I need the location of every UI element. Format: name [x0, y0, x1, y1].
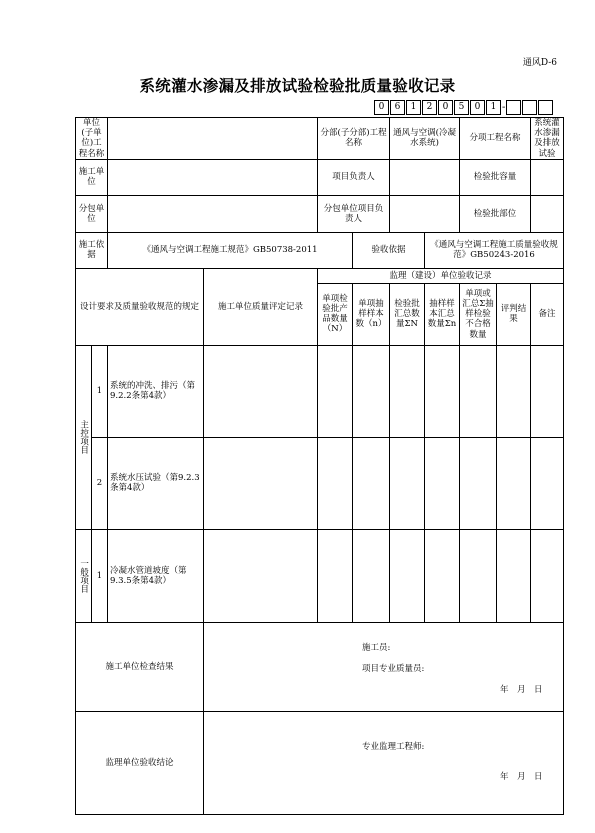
subcontractor-label: 分包单位	[76, 195, 108, 232]
sub-pm-label: 分包单位项目负责人	[318, 195, 390, 232]
data-cell[interactable]	[318, 437, 353, 529]
form-code: 通风D-6	[522, 58, 557, 68]
pm-value[interactable]	[390, 159, 460, 195]
code-dash: -	[502, 101, 506, 113]
location-label: 检验批部位	[460, 195, 531, 232]
item-no: 1	[92, 345, 108, 437]
general-items-label: 一般项目	[76, 529, 92, 622]
contractor-value[interactable]	[108, 159, 318, 195]
division-value[interactable]: 通风与空调(冷凝水系统)	[390, 118, 460, 160]
table-row	[76, 529, 564, 622]
division-label: 分部(子分部)工程名称	[318, 118, 390, 160]
data-cell[interactable]	[353, 437, 390, 529]
data-cell[interactable]	[390, 529, 425, 622]
code-digit[interactable]: 1	[486, 100, 501, 115]
acceptance-label: 验收依据	[353, 232, 425, 268]
col-remarks: 备注	[531, 283, 564, 345]
data-cell[interactable]	[531, 345, 564, 437]
data-cell[interactable]	[425, 529, 460, 622]
col-batch-total: 检验批汇总数量ΣN	[390, 283, 425, 345]
basis-label: 施工依据	[76, 232, 108, 268]
data-cell[interactable]	[353, 529, 390, 622]
col-unqualified: 单项或汇总Σ抽样检验不合格数量	[460, 283, 497, 345]
self-check-cell[interactable]	[204, 345, 318, 437]
code-serial-box[interactable]	[538, 100, 553, 115]
subitem-value[interactable]: 系统灌水渗漏及排放试验	[531, 118, 564, 160]
code-digit[interactable]: 0	[438, 100, 453, 115]
record-table	[75, 117, 564, 815]
unit-label: 单位(子单位)工程名称	[76, 118, 108, 160]
basis-value[interactable]: 《通风与空调工程施工规范》GB50738-2011	[108, 232, 353, 268]
subitem-label: 分项工程名称	[460, 118, 531, 160]
acceptance-value[interactable]: 《通风与空调工程施工质量验收规范》GB50243-2016	[425, 232, 564, 268]
code-serial-box[interactable]	[506, 100, 521, 115]
data-cell[interactable]	[497, 529, 531, 622]
table-row	[76, 437, 564, 529]
code-digit[interactable]: 0	[470, 100, 485, 115]
unit-value[interactable]	[108, 118, 318, 160]
worker-sign: 施工员:	[362, 642, 391, 653]
code-digit[interactable]: 2	[422, 100, 437, 115]
col-design-req: 设计要求及质量验收规范的规定	[76, 268, 204, 345]
code-serial-box[interactable]	[522, 100, 537, 115]
data-cell[interactable]	[318, 529, 353, 622]
contractor-result-area[interactable]	[204, 622, 564, 711]
data-cell[interactable]	[531, 529, 564, 622]
code-digit[interactable]: 1	[406, 100, 421, 115]
supervisor-result-label: 监理单位验收结论	[76, 711, 204, 814]
col-self-check: 施工单位质量评定记录	[204, 268, 318, 345]
contractor-result-label: 施工单位检查结果	[76, 622, 204, 711]
col-supervision: 监理（建设）单位验收记录	[318, 268, 564, 283]
item-text: 系统水压试验（第9.2.3条第4款）	[108, 437, 204, 529]
col-sample-qty: 单项抽样样本数（n）	[353, 283, 390, 345]
page-title: 系统灌水渗漏及排放试验检验批质量验收记录	[139, 77, 456, 95]
data-cell[interactable]	[460, 529, 497, 622]
data-cell[interactable]	[497, 437, 531, 529]
contractor-label: 施工单位	[76, 159, 108, 195]
data-cell[interactable]	[390, 345, 425, 437]
data-cell[interactable]	[425, 437, 460, 529]
main-items-label: 主控项目	[76, 345, 92, 529]
sub-pm-value[interactable]	[390, 195, 460, 232]
capacity-label: 检验批容量	[460, 159, 531, 195]
supervisor-date: 年 月 日	[500, 771, 543, 782]
col-rating: 评判结果	[497, 283, 531, 345]
code-digit[interactable]: 0	[374, 100, 389, 115]
data-cell[interactable]	[460, 345, 497, 437]
subcontractor-value[interactable]	[108, 195, 318, 232]
data-cell[interactable]	[460, 437, 497, 529]
pm-label: 项目负责人	[318, 159, 390, 195]
col-sample-total: 抽样样本汇总数量Σn	[425, 283, 460, 345]
batch-code	[374, 99, 554, 115]
item-text: 系统的冲洗、排污（第9.2.2条第4款）	[108, 345, 204, 437]
engineer-sign: 专业监理工程师:	[362, 741, 425, 752]
data-cell[interactable]	[531, 437, 564, 529]
data-cell[interactable]	[425, 345, 460, 437]
data-cell[interactable]	[318, 345, 353, 437]
data-cell[interactable]	[497, 345, 531, 437]
code-digit[interactable]: 6	[390, 100, 405, 115]
qc-sign: 项目专业质量员:	[362, 663, 425, 674]
item-no: 2	[92, 437, 108, 529]
contractor-date: 年 月 日	[500, 685, 543, 696]
self-check-cell[interactable]	[204, 437, 318, 529]
supervisor-result-area[interactable]	[204, 711, 564, 814]
item-no: 1	[92, 529, 108, 622]
location-value[interactable]	[531, 195, 564, 232]
code-digit[interactable]: 5	[454, 100, 469, 115]
capacity-value[interactable]	[531, 159, 564, 195]
table-row	[76, 345, 564, 437]
item-text: 冷凝水管道坡度（第9.3.5条第4款）	[108, 529, 204, 622]
col-single-batch-qty: 单项检验批产品数量（N）	[318, 283, 353, 345]
self-check-cell[interactable]	[204, 529, 318, 622]
data-cell[interactable]	[390, 437, 425, 529]
data-cell[interactable]	[353, 345, 390, 437]
